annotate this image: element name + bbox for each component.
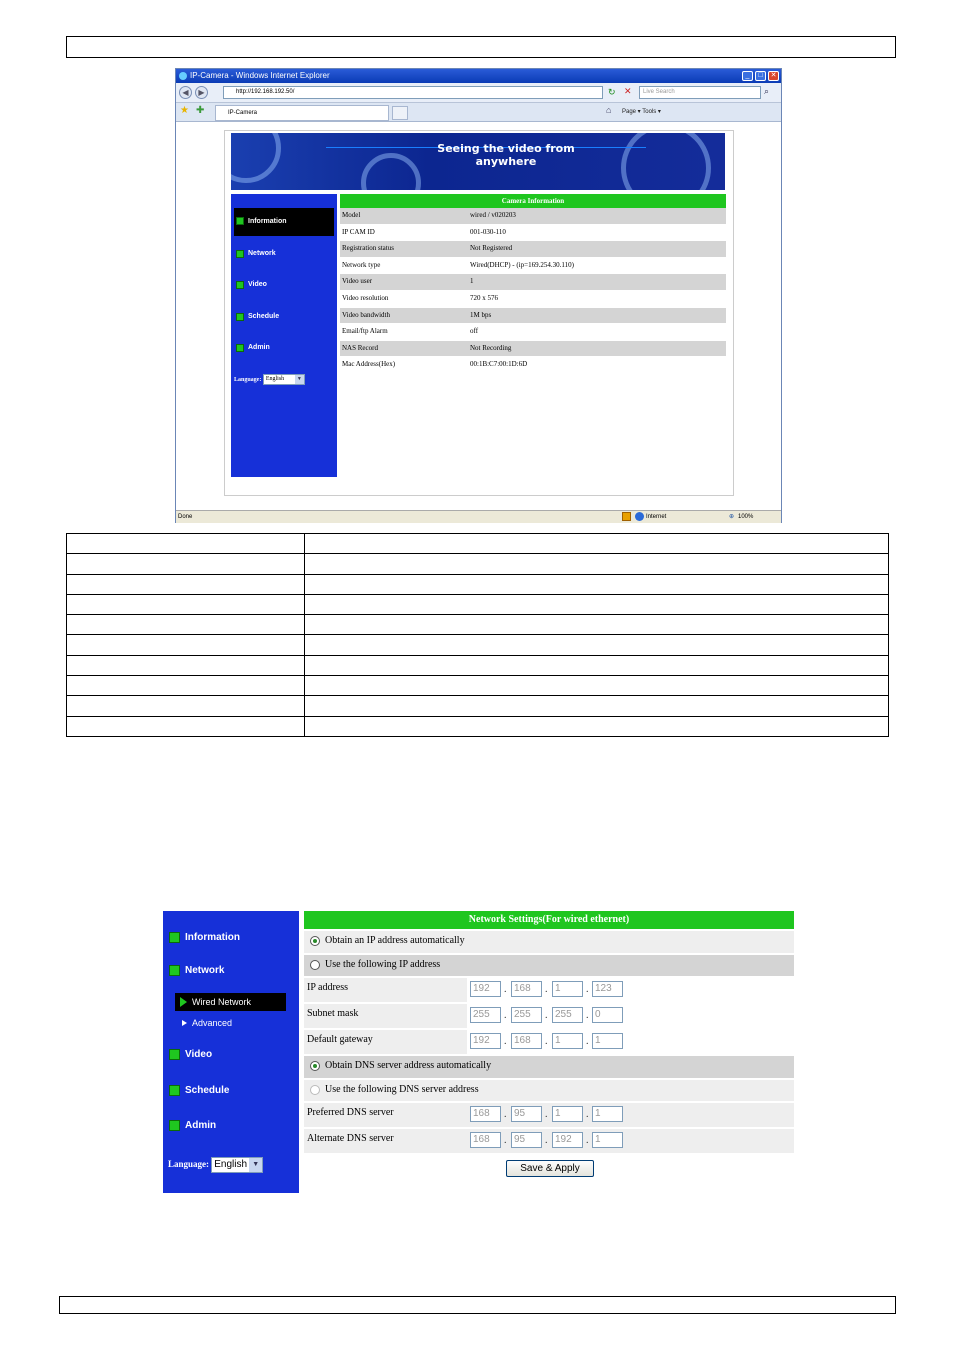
ip-octet-input[interactable]: 255 — [511, 1007, 542, 1023]
ip-octet-input[interactable]: 192 — [470, 1033, 501, 1049]
radio-label: Use the following IP address — [325, 958, 441, 970]
table-cell — [305, 655, 889, 675]
table-cell — [305, 574, 889, 594]
info-value: Not Recording — [468, 341, 726, 357]
use-following-ip-radio[interactable] — [310, 960, 320, 970]
info-value: 1M bps — [468, 308, 726, 324]
radio-label: Use the following DNS server address — [325, 1083, 479, 1095]
sidebar-item-schedule[interactable] — [169, 1084, 229, 1098]
octet-separator: . — [504, 1010, 507, 1021]
new-tab-button[interactable] — [392, 106, 408, 120]
table-cell — [305, 635, 889, 655]
arrow-icon — [236, 344, 244, 352]
info-row — [340, 208, 726, 225]
sidebar-item-label: Network — [185, 965, 225, 976]
ip-octet-input[interactable]: 95 — [511, 1106, 542, 1122]
banner-ring-decoration — [621, 133, 711, 190]
camera-info-title: Camera Information — [340, 194, 726, 208]
octet-separator: . — [586, 1135, 589, 1146]
table-cell — [67, 554, 305, 574]
search-icon[interactable]: ⌕ — [764, 86, 770, 96]
info-value: off — [468, 324, 726, 340]
sidebar-subitem-wired-network[interactable] — [175, 993, 286, 1011]
address-bar[interactable]: http://192.168.192.50/ — [223, 86, 603, 99]
sidebar-nav — [231, 194, 337, 477]
arrow-icon — [169, 965, 180, 976]
arrow-icon — [236, 281, 244, 289]
obtain-dns-auto-radio[interactable] — [310, 1061, 320, 1071]
sidebar-item-information[interactable] — [234, 208, 334, 236]
security-icon — [622, 512, 631, 521]
sidebar-item-label: Schedule — [185, 1085, 230, 1096]
octet-separator: . — [545, 984, 548, 995]
table-cell — [67, 574, 305, 594]
info-row — [340, 357, 726, 374]
info-label: Video resolution — [340, 291, 468, 307]
language-label: Language: — [168, 1159, 210, 1170]
table-cell — [305, 534, 889, 554]
table-cell — [67, 655, 305, 675]
info-label: NAS Record — [340, 341, 468, 357]
arrow-icon — [236, 313, 244, 321]
ip-octet-input[interactable]: 1 — [552, 1106, 583, 1122]
table-cell — [305, 615, 889, 635]
info-row — [340, 225, 726, 242]
table-cell — [305, 716, 889, 736]
table-cell — [67, 676, 305, 696]
subitem-label: Advanced — [192, 1018, 233, 1028]
arrow-icon — [236, 217, 244, 225]
ip-octet-input[interactable]: 192 — [552, 1132, 583, 1148]
arrow-icon — [236, 250, 244, 258]
obtain-ip-auto-radio[interactable] — [310, 936, 320, 946]
refresh-icon[interactable]: ↻ — [608, 87, 616, 97]
info-label: Network type — [340, 258, 468, 274]
use-ip-row — [304, 953, 794, 977]
language-value: English — [265, 376, 285, 382]
sidebar-item-label: Information — [185, 932, 240, 943]
status-bar — [176, 510, 781, 523]
sidebar-item-video[interactable] — [169, 1048, 212, 1062]
field-label: Alternate DNS server — [307, 1133, 394, 1144]
ip-octet-input[interactable]: 0 — [592, 1007, 623, 1023]
sidebar-subitem-advanced[interactable] — [192, 1018, 232, 1028]
sidebar-item-label: Information — [248, 218, 287, 225]
sidebar-item-label: Admin — [185, 1120, 217, 1131]
browser-window — [175, 68, 782, 523]
triangle-icon — [180, 997, 187, 1007]
field-label: Subnet mask — [307, 1008, 359, 1019]
forward-icon[interactable]: ▶ — [195, 86, 208, 99]
language-label: Language: — [234, 376, 262, 383]
arrow-icon — [169, 1049, 180, 1060]
use-dns-row — [304, 1078, 794, 1102]
sidebar-item-network[interactable] — [234, 246, 276, 262]
info-label: Video user — [340, 274, 468, 290]
ip-octet-input[interactable]: 1 — [592, 1106, 623, 1122]
octet-separator: . — [545, 1109, 548, 1120]
search-input[interactable]: Live Search — [639, 86, 761, 99]
sidebar-item-label: Network — [248, 250, 276, 257]
status-text: Done — [178, 514, 193, 520]
info-row — [340, 258, 726, 275]
sidebar-item-video[interactable] — [234, 277, 267, 293]
table-row — [67, 534, 889, 554]
sidebar-item-admin[interactable] — [169, 1119, 216, 1133]
triangle-icon — [182, 1020, 187, 1026]
tab-bar — [176, 103, 781, 122]
maximize-icon[interactable]: □ — [755, 71, 766, 81]
minimize-icon[interactable]: _ — [742, 71, 753, 81]
subnet-row — [304, 1002, 794, 1028]
info-value: Not Registered — [468, 241, 726, 257]
info-label: Video bandwidth — [340, 308, 468, 324]
info-label: Model — [340, 208, 468, 224]
ip-octet-input[interactable]: 1 — [592, 1132, 623, 1148]
table-cell — [67, 594, 305, 614]
table-row — [67, 676, 889, 696]
chevron-down-icon: ▼ — [249, 1158, 262, 1172]
home-icon[interactable]: ⌂ — [606, 105, 612, 115]
field-label: IP address — [307, 982, 349, 993]
octet-separator: . — [504, 984, 507, 995]
empty-table — [66, 533, 889, 737]
table-row — [67, 635, 889, 655]
network-settings-panel — [304, 911, 794, 1153]
table-row — [67, 554, 889, 574]
octet-separator: . — [545, 1036, 548, 1047]
sidebar-item-label: Admin — [248, 344, 270, 351]
arrow-icon — [169, 1085, 180, 1096]
back-icon[interactable]: ◀ — [179, 86, 192, 99]
subnet-mask-field — [467, 1004, 794, 1028]
table-cell — [67, 716, 305, 736]
camera-info-panel — [340, 194, 726, 374]
octet-separator: . — [586, 1036, 589, 1047]
address-toolbar — [176, 83, 781, 103]
arrow-icon — [169, 932, 180, 943]
sidebar-nav-network — [163, 911, 299, 1193]
info-label: IP CAM ID — [340, 225, 468, 241]
info-row — [340, 274, 726, 291]
language-select[interactable] — [211, 1157, 263, 1173]
banner-ring-decoration — [231, 133, 281, 183]
ip-octet-input[interactable]: 168 — [511, 981, 542, 997]
table-cell — [67, 534, 305, 554]
globe-icon — [635, 512, 644, 521]
status-zoom[interactable]: 100% — [738, 514, 754, 520]
favorites-star-icon[interactable]: ★ — [180, 105, 189, 116]
octet-separator: . — [586, 1010, 589, 1021]
save-apply-button[interactable]: Save & Apply — [506, 1160, 594, 1177]
info-value: 1 — [468, 274, 726, 290]
table-row — [67, 574, 889, 594]
octet-separator: . — [545, 1010, 548, 1021]
tab-ip-camera[interactable]: IP-Camera — [215, 105, 389, 121]
arrow-icon — [169, 1120, 180, 1131]
field-label: Preferred DNS server — [307, 1107, 394, 1118]
page-tools-menu[interactable]: Page ▾ Tools ▾ — [622, 109, 661, 115]
ip-octet-input[interactable]: 1 — [552, 981, 583, 997]
page-footer-box — [59, 1296, 896, 1314]
octet-separator: . — [545, 1135, 548, 1146]
info-value: 720 x 576 — [468, 291, 726, 307]
info-row — [340, 341, 726, 358]
ip-octet-input[interactable]: 255 — [470, 1007, 501, 1023]
info-row — [340, 241, 726, 258]
table-cell — [305, 696, 889, 716]
table-cell — [67, 696, 305, 716]
banner — [231, 133, 725, 190]
table-row — [67, 716, 889, 736]
info-row — [340, 308, 726, 325]
field-label: Default gateway — [307, 1034, 373, 1045]
sidebar-item-schedule[interactable] — [234, 309, 279, 325]
language-selector — [234, 374, 305, 385]
sidebar-item-information[interactable] — [169, 931, 240, 945]
status-zone: Internet — [646, 514, 667, 520]
table-cell — [305, 676, 889, 696]
gateway-field — [467, 1030, 794, 1054]
chevron-down-icon: ▼ — [295, 375, 304, 384]
gateway-row — [304, 1028, 794, 1054]
ip-address-field — [467, 978, 794, 1002]
subitem-label: Wired Network — [192, 997, 252, 1007]
info-label: Mac Address(Hex) — [340, 357, 468, 373]
table-row — [67, 615, 889, 635]
ip-address-row — [304, 976, 794, 1002]
zoom-icon: ⊕ — [729, 514, 735, 520]
preferred-dns-field — [467, 1103, 794, 1127]
table-row — [67, 655, 889, 675]
add-favorites-icon[interactable]: ✚ — [196, 105, 205, 116]
sidebar-item-network[interactable] — [169, 964, 224, 978]
octet-separator: . — [504, 1109, 507, 1120]
info-row — [340, 324, 726, 341]
table-cell — [67, 615, 305, 635]
ip-octet-input[interactable]: 168 — [470, 1106, 501, 1122]
stop-icon[interactable]: ✕ — [624, 86, 632, 96]
banner-title: Seeing the video from anywhere — [437, 142, 575, 168]
use-following-dns-radio[interactable] — [310, 1085, 320, 1095]
browser-title: IP-Camera - Windows Internet Explorer — [190, 71, 330, 80]
ip-octet-input[interactable]: 192 — [470, 981, 501, 997]
ip-octet-input[interactable]: 95 — [511, 1132, 542, 1148]
language-select[interactable] — [263, 374, 305, 385]
octet-separator: . — [504, 1036, 507, 1047]
ip-octet-input[interactable]: 1 — [592, 1033, 623, 1049]
sidebar-item-label: Video — [185, 1049, 213, 1060]
octet-separator: . — [586, 1109, 589, 1120]
alternate-dns-row — [304, 1127, 794, 1153]
info-value: 001-030-110 — [468, 225, 726, 241]
octet-separator: . — [586, 984, 589, 995]
table-row — [67, 594, 889, 614]
info-value: Wired(DHCP) - (ip=169.254.30.110) — [468, 258, 726, 274]
table-cell — [305, 594, 889, 614]
ip-octet-input[interactable]: 255 — [552, 1007, 583, 1023]
ip-octet-input[interactable]: 168 — [511, 1033, 542, 1049]
info-label: Email/ftp Alarm — [340, 324, 468, 340]
language-value: English — [214, 1159, 248, 1170]
obtain-ip-auto-row — [304, 929, 794, 953]
page-header-box — [66, 36, 896, 58]
browser-title-bar — [176, 69, 781, 83]
network-settings-title: Network Settings(For wired ethernet) — [304, 911, 794, 929]
ip-octet-input[interactable]: 1 — [552, 1033, 583, 1049]
info-value: wired / v020203 — [468, 208, 726, 224]
info-value: 00:1B:C7:00:1D:6D — [468, 357, 726, 373]
preferred-dns-row — [304, 1101, 794, 1127]
radio-label: Obtain an IP address automatically — [325, 935, 465, 946]
language-selector — [168, 1157, 263, 1173]
radio-label: Obtain DNS server address automatically — [325, 1060, 492, 1071]
ip-octet-input[interactable]: 123 — [592, 981, 623, 997]
sidebar-item-admin[interactable] — [234, 340, 270, 356]
alternate-dns-field — [467, 1129, 794, 1153]
sidebar-item-label: Schedule — [248, 313, 280, 320]
table-cell — [305, 554, 889, 574]
info-row — [340, 291, 726, 308]
ip-octet-input[interactable]: 168 — [470, 1132, 501, 1148]
obtain-dns-auto-row — [304, 1054, 794, 1078]
table-row — [67, 696, 889, 716]
sidebar-item-label: Video — [248, 281, 267, 288]
close-icon[interactable]: ✕ — [768, 71, 779, 81]
octet-separator: . — [504, 1135, 507, 1146]
info-label: Registration status — [340, 241, 468, 257]
ie-icon — [179, 72, 187, 80]
table-cell — [67, 635, 305, 655]
